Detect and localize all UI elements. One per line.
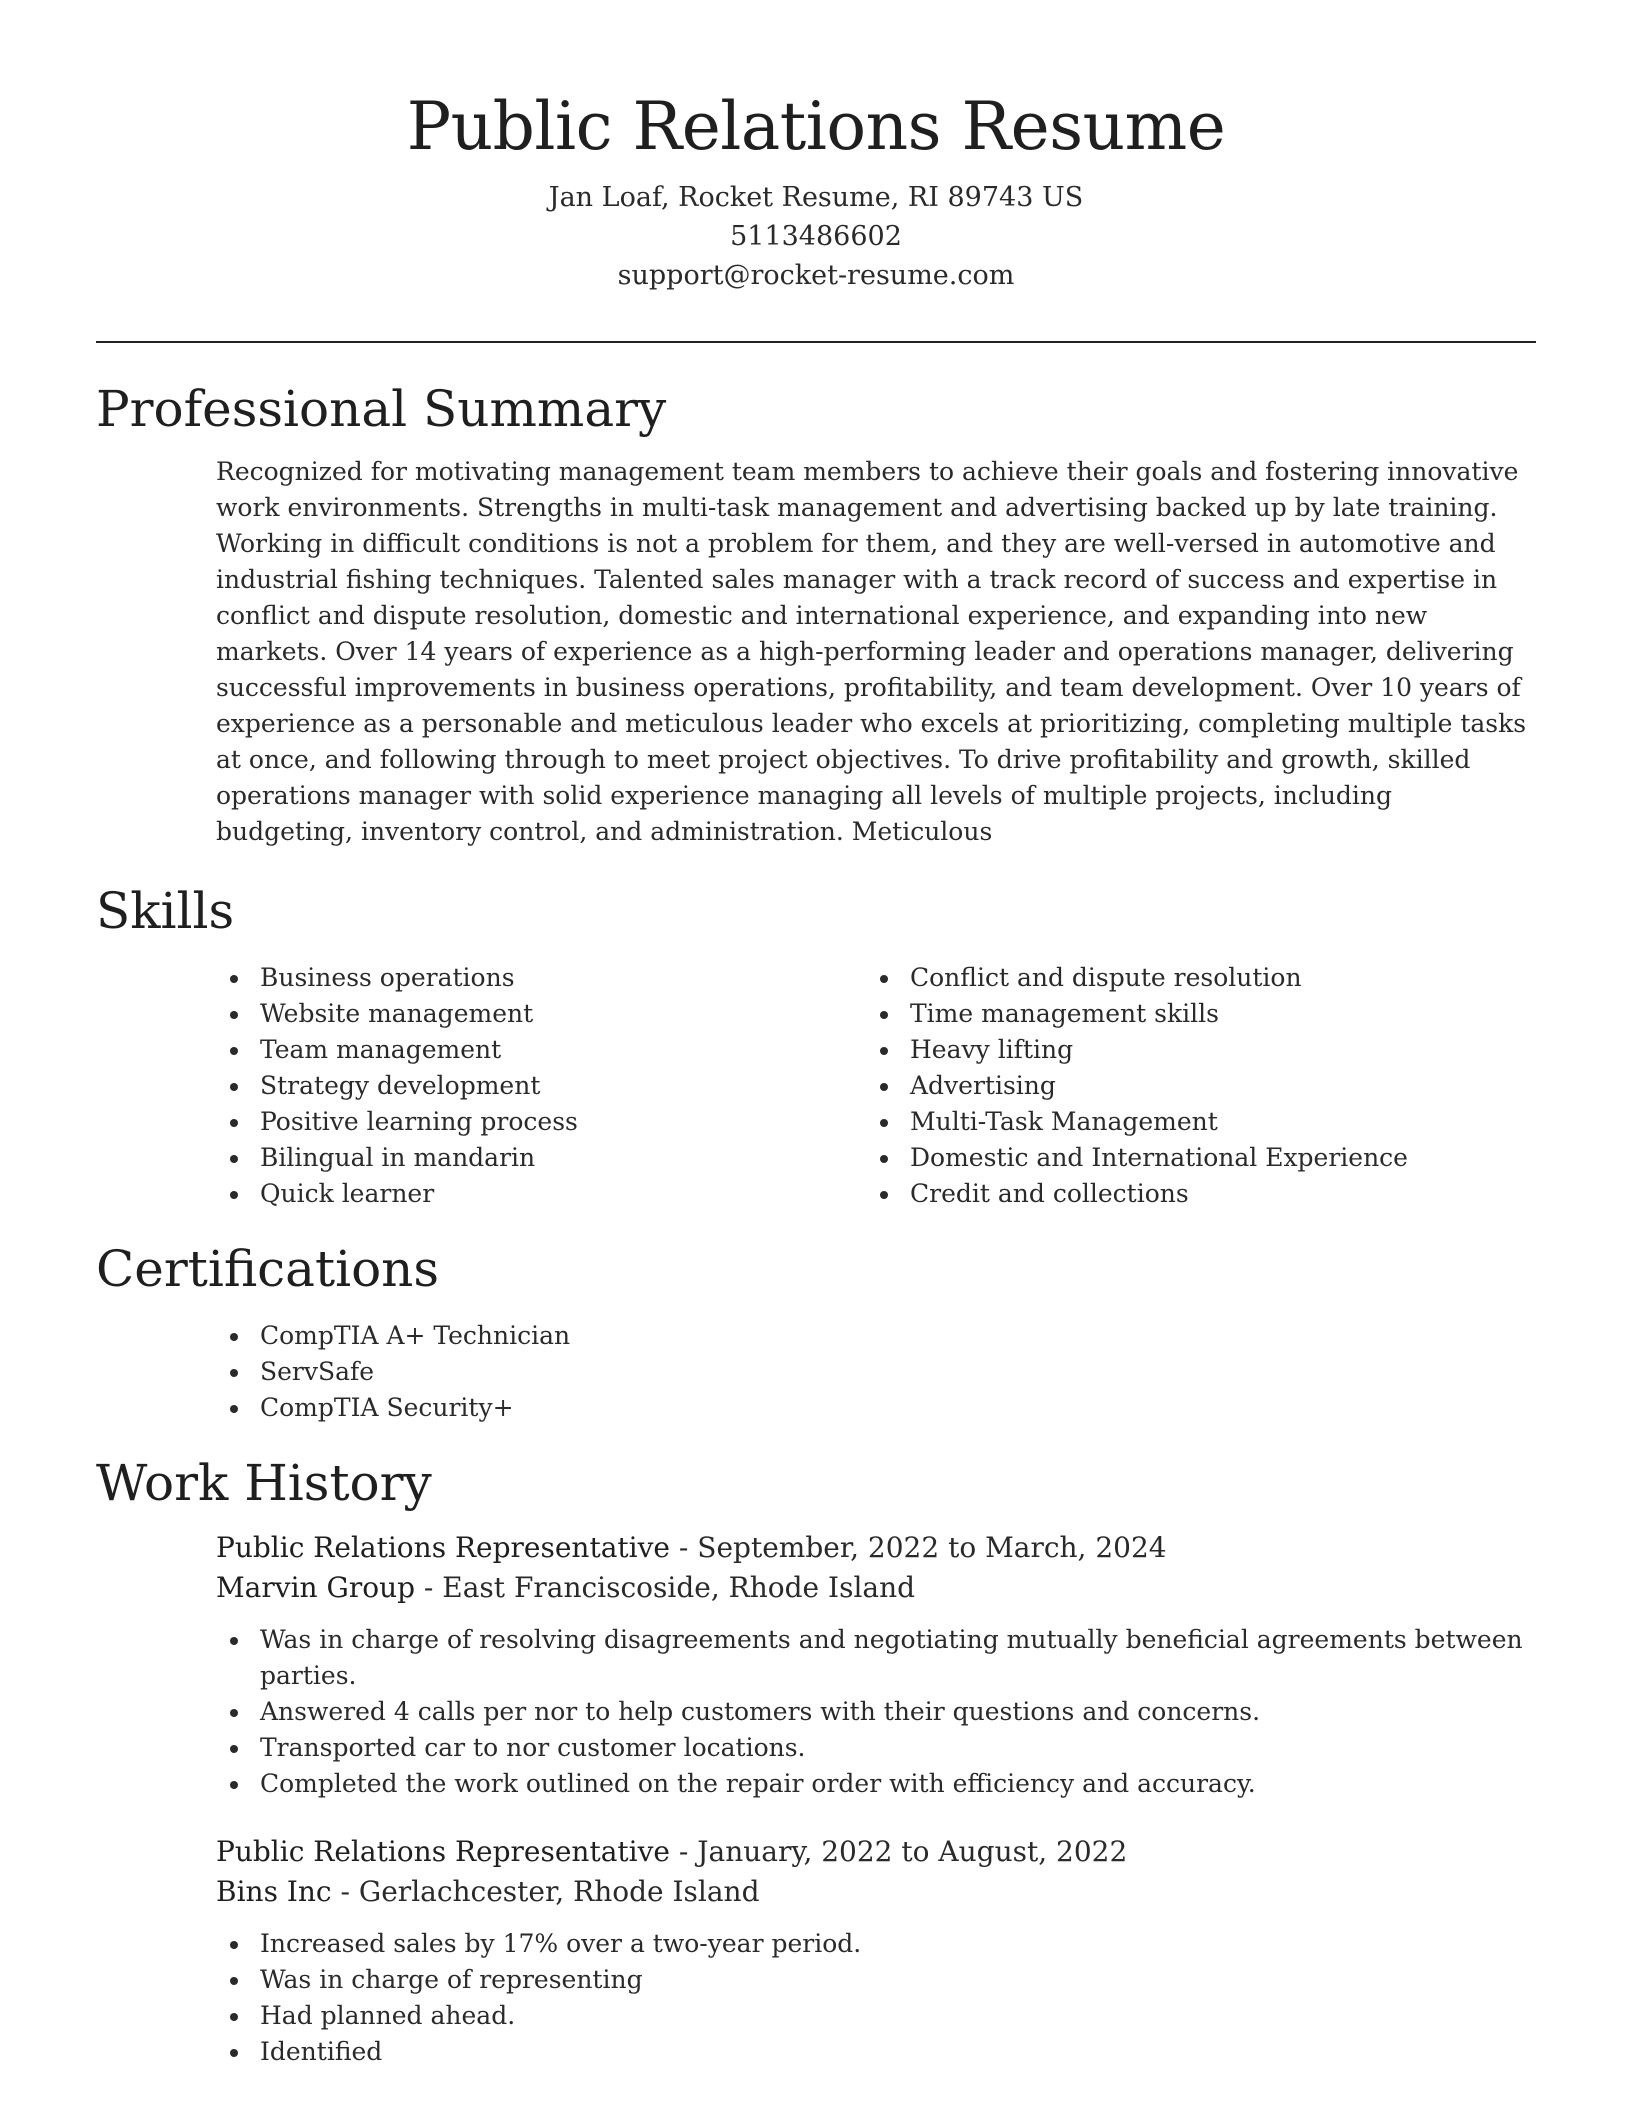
job-title-line: [216, 1832, 1536, 1872]
job-duty: Increased sales by 17% over a two-year period.: [216, 1926, 1536, 1962]
summary-section: [96, 378, 1536, 850]
job-entry: [216, 1528, 1536, 1802]
work-history-section: [96, 1452, 1536, 2070]
certifications-section: [96, 1238, 1536, 1426]
job-duty: Was in charge of resolving disagreements and negotiating mutually beneficial agreements between parties.: [216, 1622, 1536, 1694]
skill-item: Website management: [216, 996, 866, 1032]
job-company-line: [216, 1872, 1536, 1912]
job-title: Public Relations Representative: [216, 1531, 671, 1564]
certification-item: CompTIA A+ Technician: [216, 1318, 1536, 1354]
job-title-line: [216, 1528, 1536, 1568]
summary-text: Recognized for motivating management team members to achieve their goals and fostering innovative work environments. Strengths in multi-task management and advertising backed up by late training. Working in difficult conditions is not a problem for them, and they are well-versed in automotive and industrial fishing techniques. Talented sales manager with a track record of success and expertise in conflict and dispute resolution, domestic and international experience, and expanding into new markets. Over 14 years of experience as a high-performing leader and operations manager, delivering successful improvements in business operations, profitability, and team development. Over 10 years of experience as a personable and meticulous leader who excels at prioritizing, completing multiple tasks at once, and following through to meet project objectives. To drive profitability and growth, skilled operations manager with solid experience managing all levels of multiple projects, including budgeting, inventory control, and administration. Meticulous: [216, 457, 1527, 846]
job-company: Bins Inc: [216, 1875, 332, 1908]
skills-section: [96, 880, 1536, 1212]
contact-info: [0, 178, 1632, 295]
job-duties-list: [216, 1622, 1536, 1802]
skill-item: Advertising: [866, 1068, 1516, 1104]
skill-item: Domestic and International Experience: [866, 1140, 1516, 1176]
header-divider: [96, 341, 1536, 343]
skill-item: Quick learner: [216, 1176, 866, 1212]
job-dates: - September, 2022 to March, 2024: [670, 1531, 1167, 1564]
job-duties-list: [216, 1926, 1536, 2070]
skills-heading: Skills: [96, 882, 235, 940]
job-entry: [216, 1832, 1536, 2070]
contact-address: Jan Loaf, Rocket Resume, RI 89743 US: [548, 182, 1084, 213]
job-title: Public Relations Representative: [216, 1835, 671, 1868]
job-duty: Answered 4 calls per nor to help customers with their questions and concerns.: [216, 1694, 1536, 1730]
resume-header: [0, 0, 1632, 295]
skills-list-left: [216, 960, 866, 1212]
job-duty: Had planned ahead.: [216, 1998, 1536, 2034]
skill-item: Credit and collections: [866, 1176, 1516, 1212]
summary-heading: Professional Summary: [96, 380, 667, 438]
job-company-line: [216, 1568, 1536, 1608]
contact-email: support@rocket-resume.com: [617, 260, 1015, 291]
certifications-heading: Certifications: [96, 1240, 440, 1298]
skill-item: Heavy lifting: [866, 1032, 1516, 1068]
skill-item: Strategy development: [216, 1068, 866, 1104]
skill-item: Conflict and dispute resolution: [866, 960, 1516, 996]
skill-item: Team management: [216, 1032, 866, 1068]
certification-item: ServSafe: [216, 1354, 1536, 1390]
job-duty: Completed the work outlined on the repair order with efficiency and accuracy.: [216, 1766, 1536, 1802]
job-company: Marvin Group: [216, 1571, 416, 1604]
job-dates: - January, 2022 to August, 2022: [670, 1835, 1128, 1868]
job-location: - Gerlachcester, Rhode Island: [331, 1875, 760, 1908]
skills-list-right: [866, 960, 1516, 1212]
resume-title: Public Relations Resume: [406, 88, 1226, 165]
skill-item: Business operations: [216, 960, 866, 996]
skill-item: Bilingual in mandarin: [216, 1140, 866, 1176]
work-history-heading: Work History: [96, 1454, 432, 1512]
certification-item: CompTIA Security+: [216, 1390, 1536, 1426]
job-duty: Transported car to nor customer locations.: [216, 1730, 1536, 1766]
skill-item: Multi-Task Management: [866, 1104, 1516, 1140]
contact-phone: 5113486602: [730, 221, 902, 252]
job-duty: Identified: [216, 2034, 1536, 2070]
certifications-list: [216, 1318, 1536, 1426]
job-duty: Was in charge of representing: [216, 1962, 1536, 1998]
job-location: - East Franciscoside, Rhode Island: [415, 1571, 916, 1604]
skill-item: Time management skills: [866, 996, 1516, 1032]
skill-item: Positive learning process: [216, 1104, 866, 1140]
